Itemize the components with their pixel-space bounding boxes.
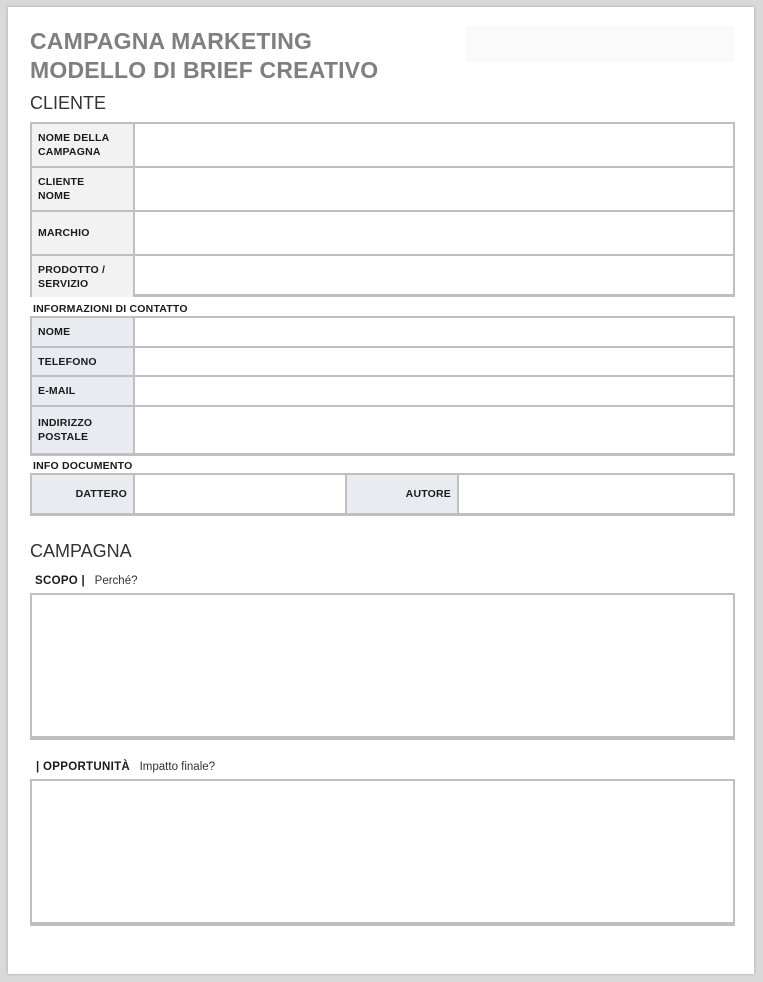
product-service-field[interactable] bbox=[135, 256, 733, 297]
document-page bbox=[8, 7, 754, 974]
contact-table bbox=[30, 316, 735, 456]
opportunity-hint: Impatto finale? bbox=[139, 761, 216, 773]
table-row bbox=[32, 212, 733, 256]
table-row bbox=[32, 124, 733, 168]
postal-address-field[interactable] bbox=[135, 407, 733, 453]
field-label-brand: MARCHIO bbox=[32, 212, 135, 254]
scope-label: SCOPO | bbox=[35, 575, 86, 587]
document-title-line1: CAMPAGNA MARKETING bbox=[30, 28, 313, 54]
table-row bbox=[32, 168, 733, 212]
opportunity-prompt bbox=[36, 761, 215, 773]
scope-hint: Perché? bbox=[94, 575, 138, 587]
table-row bbox=[32, 318, 733, 348]
author-field[interactable] bbox=[459, 475, 733, 513]
table-row bbox=[32, 475, 733, 513]
table-row bbox=[32, 256, 733, 297]
header-bar bbox=[466, 26, 734, 62]
client-table bbox=[30, 122, 735, 297]
brand-field[interactable] bbox=[135, 212, 733, 254]
scope-text-area[interactable] bbox=[30, 593, 735, 740]
section-heading-document-info: INFO DOCUMENTO bbox=[33, 460, 133, 472]
field-label-postal-address: INDIRIZZO POSTALE bbox=[32, 407, 135, 453]
field-label-name: NOME bbox=[32, 318, 135, 346]
field-label-phone: TELEFONO bbox=[32, 348, 135, 375]
scope-prompt bbox=[35, 575, 138, 587]
table-row bbox=[32, 407, 733, 453]
field-label-email: E-MAIL bbox=[32, 377, 135, 405]
opportunity-label: | OPPORTUNITÀ bbox=[36, 761, 131, 773]
field-label-client-name: CLIENTE NOME bbox=[32, 168, 135, 210]
field-label-date: DATTERO bbox=[32, 475, 135, 513]
document-info-table bbox=[30, 473, 735, 516]
email-field[interactable] bbox=[135, 377, 733, 405]
table-row bbox=[32, 377, 733, 407]
field-label-campaign-name: NOME DELLA CAMPAGNA bbox=[32, 124, 135, 166]
section-heading-contact: INFORMAZIONI DI CONTATTO bbox=[33, 303, 188, 315]
field-label-product-service: PRODOTTO / SERVIZIO bbox=[32, 256, 135, 297]
phone-field[interactable] bbox=[135, 348, 733, 375]
section-heading-campagna: CAMPAGNA bbox=[30, 541, 132, 561]
table-row bbox=[32, 348, 733, 377]
field-label-author: AUTORE bbox=[347, 475, 459, 513]
contact-name-field[interactable] bbox=[135, 318, 733, 346]
campaign-name-field[interactable] bbox=[135, 124, 733, 166]
document-title-line2: MODELLO DI BRIEF CREATIVO bbox=[30, 57, 379, 83]
opportunity-text-area[interactable] bbox=[30, 779, 735, 926]
client-name-field[interactable] bbox=[135, 168, 733, 210]
date-field[interactable] bbox=[135, 475, 347, 513]
section-heading-cliente: CLIENTE bbox=[30, 93, 107, 113]
